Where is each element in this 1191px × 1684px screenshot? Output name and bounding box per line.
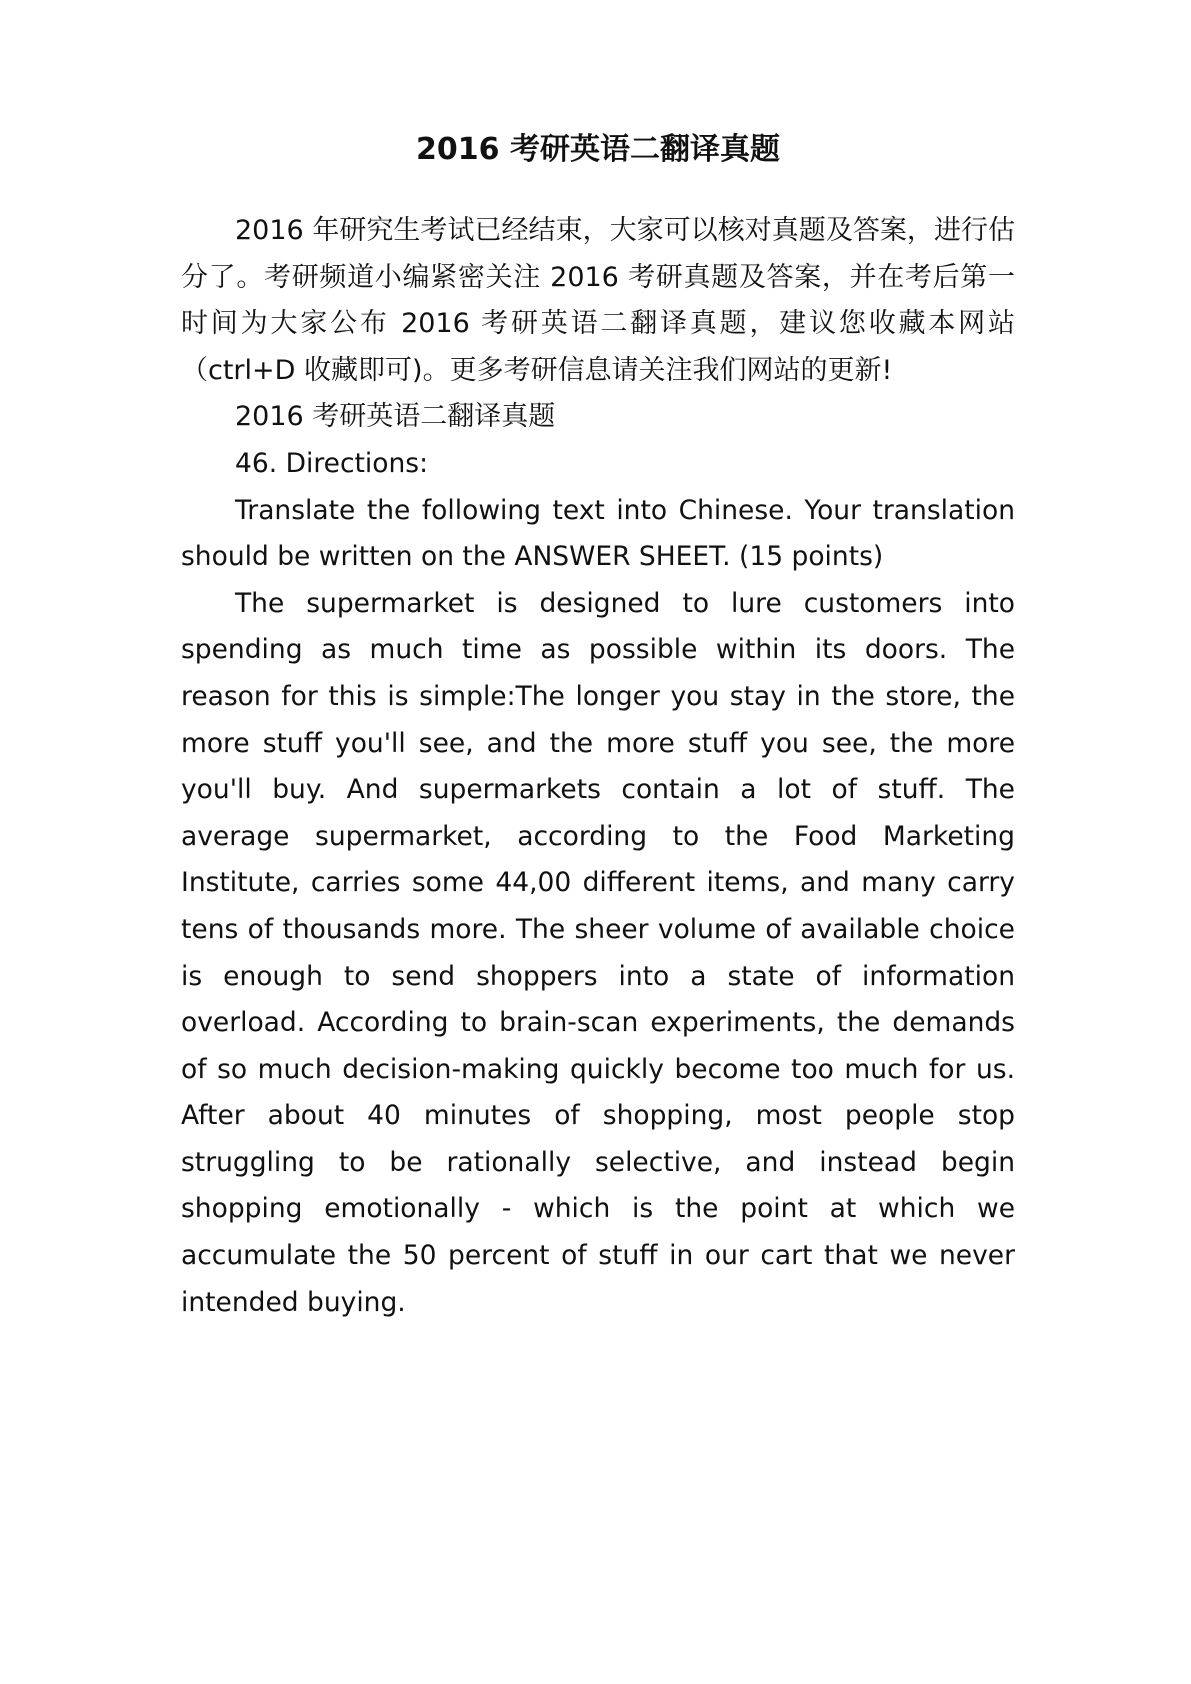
- document-page: [181, 130, 1015, 1326]
- document-title: 2016 考研英语二翻译真题: [416, 132, 780, 167]
- question-number: 46. Directions:: [235, 447, 429, 479]
- intro-paragraph: 2016 年研究生考试已经结束，大家可以核对真题及答案，进行估分了。考研频道小编紧密关注 2016 考研真题及答案，并在考后第一时间为大家公布 2016 考研英语二翻译真题，建议您收藏本网站（ctrl+D 收藏即可)。更多考研信息请关注我们网站的更新!: [181, 215, 1015, 386]
- subtitle-paragraph: 2016 考研英语二翻译真题: [235, 401, 556, 433]
- directions-paragraph: Translate the following text into Chinese. Your translation should be written on the ANSWER SHEET. (15 points): [181, 494, 1015, 573]
- passage-paragraph: The supermarket is designed to lure customers into spending as much time as possible within its doors. The reason for this is simple:The longer you stay in the store, the more stuff you'll see, and the more stuff you see, the more you'll buy. And supermarkets contain a lot of stuff. The average supermarket, according to the Food Marketing Institute, carries some 44,00 different items, and many carry tens of thousands more. The sheer volume of available choice is enough to send shoppers into a state of information overload. According to brain-scan experiments, the demands of so much decision-making quickly become too much for us. After about 40 minutes of shopping, most people stop struggling to be rationally selective, and instead begin shopping emotionally - which is the point at which we accumulate the 50 percent of stuff in our cart that we never intended buying.: [181, 587, 1015, 1318]
